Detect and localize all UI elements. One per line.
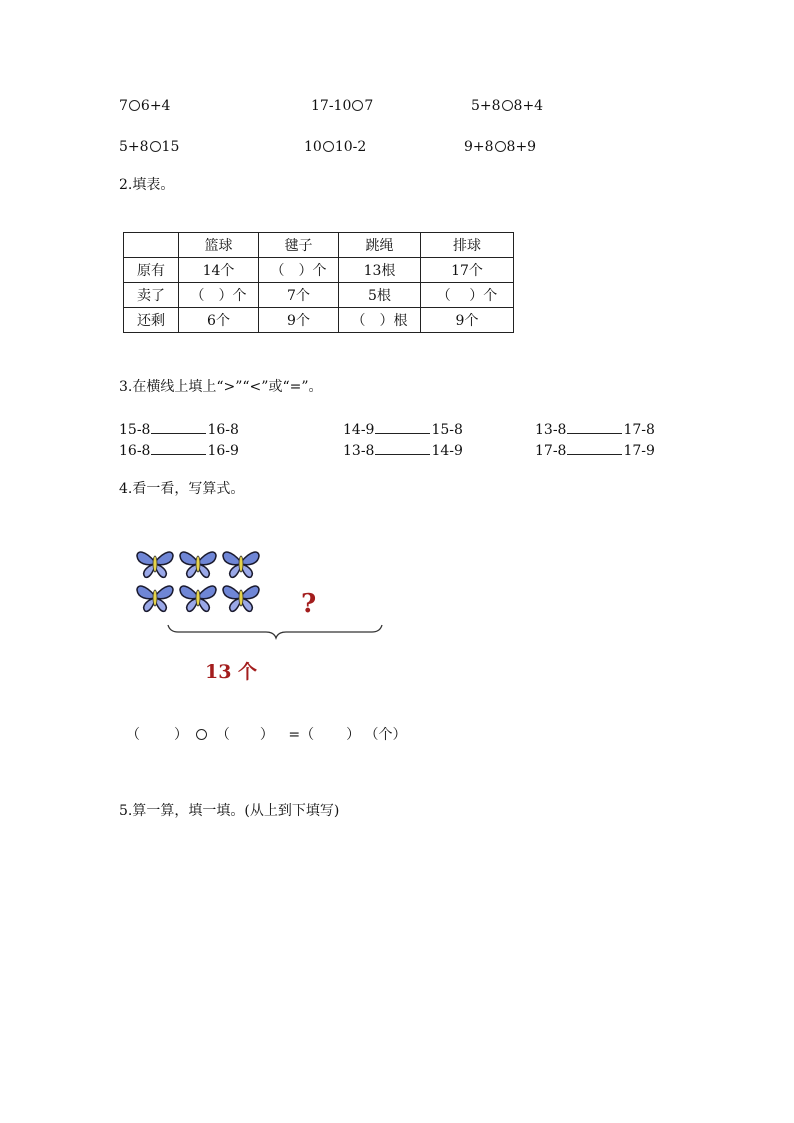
compare-item: 10 10-2	[304, 139, 367, 155]
table-cell: 跳绳	[339, 233, 421, 258]
table-cell[interactable]: （ ）个	[179, 283, 259, 308]
butterfly-icon	[223, 586, 259, 611]
table-cell: 14个	[179, 258, 259, 283]
table-cell: 6个	[179, 308, 259, 333]
q4-title: 4.看一看，写算式。	[119, 481, 245, 497]
butterfly-icon	[180, 586, 216, 611]
answer-blank[interactable]	[375, 440, 430, 455]
answer-blank[interactable]	[151, 440, 206, 455]
table-cell: 卖了	[124, 283, 179, 308]
table-cell: 排球	[421, 233, 514, 258]
table-cell: 篮球	[179, 233, 259, 258]
total-label: 13 个	[205, 661, 258, 683]
table-cell[interactable]: （ ）个	[421, 283, 514, 308]
table-cell: 毽子	[259, 233, 339, 258]
butterfly-icon	[137, 586, 173, 611]
compare-item: 5+8 15	[119, 139, 180, 155]
fill-table	[123, 232, 514, 333]
q3-title: 3.在横线上填上“>”“<”或“=”。	[119, 379, 323, 395]
operator-circle[interactable]	[196, 729, 207, 740]
table-cell[interactable]: （ ）个	[259, 258, 339, 283]
compare-blank-item: 15-8 16-8	[119, 419, 239, 439]
table-row	[124, 258, 514, 283]
compare-item: 5+8 8+4	[471, 98, 544, 114]
table-cell: 17个	[421, 258, 514, 283]
answer-blank[interactable]	[567, 440, 622, 455]
compare-blank-item: 14-9 15-8	[343, 419, 463, 439]
table-cell: 9个	[259, 308, 339, 333]
q5-title: 5.算一算，填一填。(从上到下填写)	[119, 803, 340, 819]
compare-circle[interactable]	[502, 100, 513, 111]
compare-blank-item: 17-8 17-9	[535, 440, 655, 460]
compare-circle[interactable]	[150, 141, 161, 152]
table-cell	[124, 233, 179, 258]
table-cell: 7个	[259, 283, 339, 308]
compare-circle[interactable]	[323, 141, 334, 152]
table-row	[124, 308, 514, 333]
table-cell: 13根	[339, 258, 421, 283]
table-cell: 9个	[421, 308, 514, 333]
compare-circle[interactable]	[495, 141, 506, 152]
compare-circle[interactable]	[129, 100, 140, 111]
table-row	[124, 283, 514, 308]
compare-item: 17-10 7	[311, 98, 374, 114]
table-cell: 5根	[339, 283, 421, 308]
answer-blank[interactable]	[151, 419, 206, 434]
compare-circle[interactable]	[352, 100, 363, 111]
compare-item: 7 6+4	[119, 98, 171, 114]
compare-item: 9+8 8+9	[464, 139, 537, 155]
compare-blank-item: 13-8 17-8	[535, 419, 655, 439]
question-mark: ?	[301, 589, 317, 619]
table-header-row	[124, 233, 514, 258]
table-cell: 原有	[124, 258, 179, 283]
table-cell[interactable]: （ ）根	[339, 308, 421, 333]
table-cell: 还剩	[124, 308, 179, 333]
q2-title: 2.填表。	[119, 177, 175, 193]
butterfly-icon	[223, 552, 259, 577]
brace-icon	[168, 625, 382, 638]
butterfly-picture	[130, 540, 390, 650]
butterfly-icon	[137, 552, 173, 577]
answer-blank[interactable]	[567, 419, 622, 434]
compare-blank-item: 13-8 14-9	[343, 440, 463, 460]
answer-blank[interactable]	[375, 419, 430, 434]
equation-line: （ ） （ ） =（ ） （个）	[126, 727, 407, 743]
butterfly-icon	[180, 552, 216, 577]
compare-blank-item: 16-8 16-9	[119, 440, 239, 460]
